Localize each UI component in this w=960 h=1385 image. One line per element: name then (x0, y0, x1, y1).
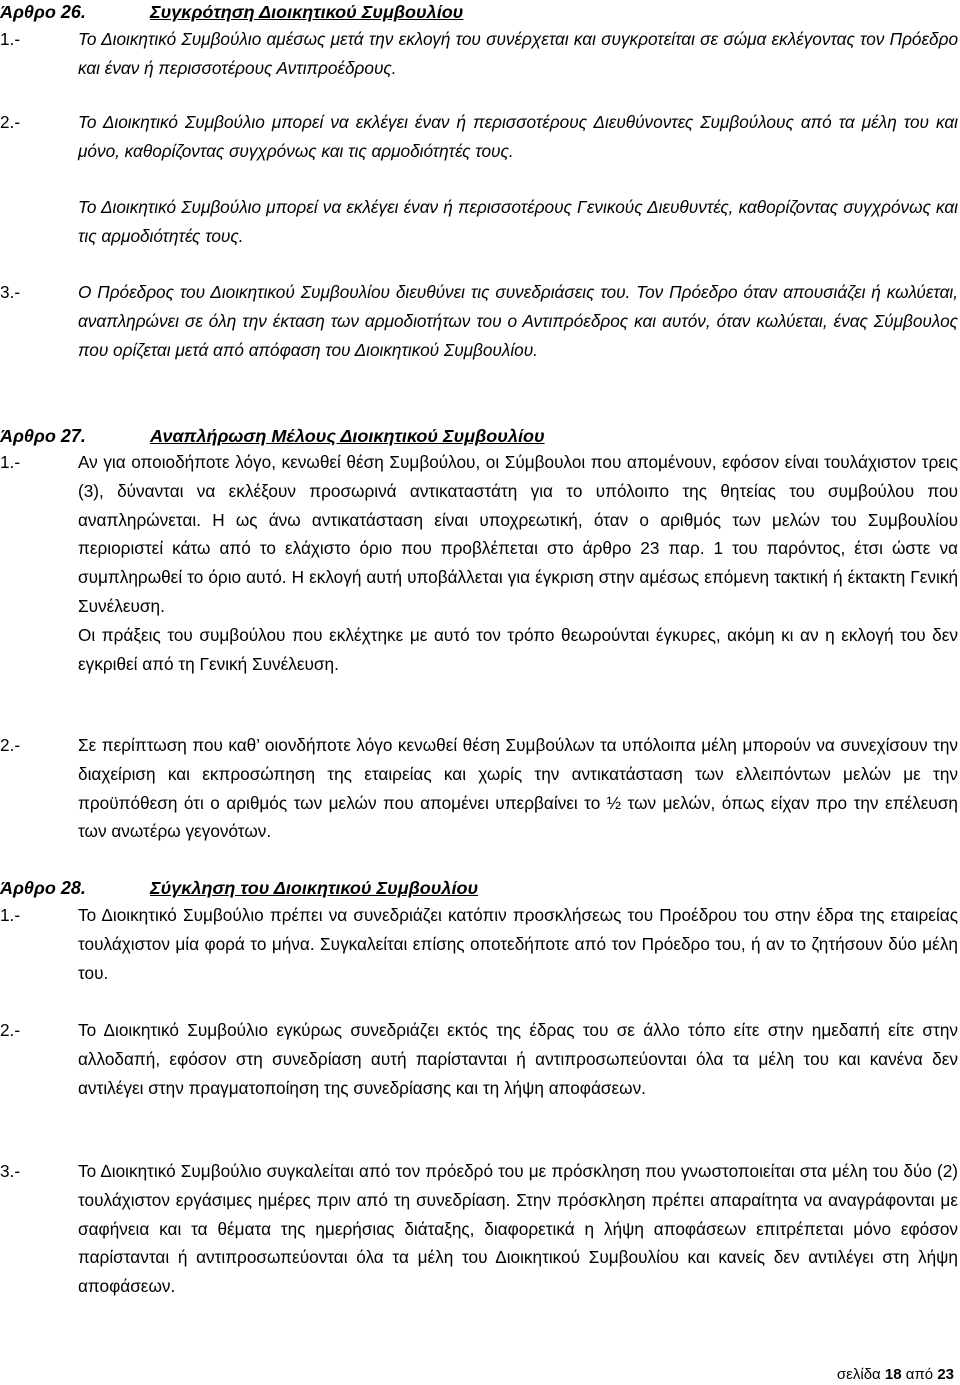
article-27-label: Άρθρο 27. (0, 426, 86, 446)
article-26-item-2 (0, 108, 958, 166)
article-28-item-1 (0, 901, 958, 987)
article-26-item-3 (0, 278, 958, 364)
article-27-title: Αναπλήρωση Μέλους Διοικητικού Συμβουλίου (150, 426, 545, 446)
item-text: Το Διοικητικό Συμβούλιο μπορεί να εκλέγει έναν ή περισσοτέρους Γενικούς Διευθυντές, καθορίζοντας συγχρόνως και τις αρμοδιότητές τους. (78, 197, 958, 246)
footer-middle: από (905, 1366, 934, 1383)
item-text: Το Διοικητικό Συμβούλιο αμέσως μετά την εκλογή του συνέρχεται και συγκροτείται σε σώμα εκλέγοντας τον Πρόεδρο και έναν ή περισσοτέρους Αντιπροέδρους. (78, 29, 958, 78)
item-number: 2.- (0, 1020, 21, 1040)
item-number: 2.- (0, 735, 21, 755)
item-text: Το Διοικητικό Συμβούλιο μπορεί να εκλέγει έναν ή περισσοτέρους Διευθύνοντες Συμβούλους από τα μέλη του και μόνο, καθορίζοντας συγχρόνως και τις αρμοδιότητές τους. (78, 112, 958, 161)
item-text: Το Διοικητικό Συμβούλιο εγκύρως συνεδριάζει εκτός της έδρας του σε άλλο τόπο είτε στην ημεδαπή είτε στην αλλοδαπή, εφόσον στη συνεδρίαση αυτή παρίστανται ή αντιπροσωπεύονται όλα τα μέλη του και κανένα δεν αντιλέγει στην πραγματοποίηση της συνεδρίασης και τη λήψη αποφάσεων. (78, 1020, 958, 1098)
item-number: 2.- (0, 112, 21, 132)
article-28-title: Σύγκληση του Διοικητικού Συμβουλίου (150, 878, 479, 898)
item-number: 3.- (0, 282, 21, 302)
article-27-item-1 (0, 448, 958, 678)
footer-page-number: 18 (884, 1366, 902, 1383)
footer-prefix: σελίδα (836, 1366, 881, 1383)
item-text: Το Διοικητικό Συμβούλιο πρέπει να συνεδριάζει κατόπιν προσκλήσεως του Προέδρου του στην έδρα της εταιρείας τουλάχιστον μία φορά το μήνα. Συγκαλείται επίσης οποτεδήποτε από τον Πρόεδρο του, ή αν το ζητήσουν δύο μέλη του. (78, 905, 958, 983)
item-paragraph: Οι πράξεις του συμβούλου που εκλέχτηκε με αυτό τον τρόπο θεωρούνται έγκυρες, ακόμη κι αν η εκλογή του δεν εγκριθεί από τη Γενική Συνέλευση. (78, 624, 958, 674)
article-27-item-2 (0, 731, 958, 846)
article-26-title: Συγκρότηση Διοικητικού Συμβουλίου (150, 2, 464, 22)
item-paragraph: Αν για οποιοδήποτε λόγο, κενωθεί θέση Συμβούλου, οι Σύμβουλοι που απομένουν, εφόσον είναι τουλάχιστον τρεις (3), δύνανται να εκλέξουν προσωρινά αντικαταστάτη για το υπόλοιπο της θητείας του συμβούλου που αναπληρώνεται. Η ως άνω αντικατάσταση είναι υποχρεωτική, όταν ο αριθμός των μελών του Συμβουλίου περιοριστεί κάτω από το ελάχιστο όριο που προβλέπεται στο άρθρο 23 παρ. 1 του παρόντος, έτσι ώστε να συμπληρωθεί το όριο αυτό. Η εκλογή αυτή υποβάλλεται για έγκριση στην αμέσως επόμενη τακτική ή έκτακτη Γενική Συνέλευση. (78, 452, 958, 616)
item-number: 3.- (0, 1161, 21, 1181)
item-text: Το Διοικητικό Συμβούλιο συγκαλείται από τον πρόεδρό του με πρόσκληση που γνωστοποιείται στα μέλη του δύο (2) τουλάχιστον εργάσιμες ημέρες πριν από τη συνεδρίαση. Στην πρόσκληση πρέπει απαραίτητα να αναγράφονται με σαφήνεια και τα θέματα της ημερήσιας διάταξης, διαφορετικά η λήψη αποφάσεων επιτρέπεται μόνο εφόσον παρίστανται ή αντιπροσωπεύονται όλα τα μέλη του Διοικητικού Συμβουλίου και κανείς δεν αντιλέγει στη λήψη αποφάσεων. (78, 1161, 958, 1297)
article-26-heading (0, 1, 463, 23)
article-26-item-2-continued (0, 193, 958, 251)
article-28-item-2 (0, 1016, 958, 1102)
item-number: 1.- (0, 29, 21, 49)
item-text (78, 448, 958, 678)
footer-total-pages: 23 (937, 1366, 954, 1383)
article-27-heading (0, 425, 545, 447)
item-text: Ο Πρόεδρος του Διοικητικού Συμβουλίου διευθύνει τις συνεδριάσεις του. Τον Πρόεδρο όταν απουσιάζει ή κωλύεται, αναπληρώνει σε όλη την έκταση των αρμοδιοτήτων του ο Αντιπρόεδρος και αυτόν, όταν κωλύεται, ένας Σύμβουλος που ορίζεται μετά από απόφαση του Διοικητικού Συμβουλίου. (78, 282, 958, 360)
article-28-heading (0, 877, 478, 899)
article-28-item-3 (0, 1157, 958, 1301)
article-26-item-1 (0, 25, 958, 83)
article-26-label: Άρθρο 26. (0, 2, 86, 22)
item-text: Σε περίπτωση που καθ’ οιονδήποτε λόγο κενωθεί θέση Συμβούλων τα υπόλοιπα μέλη μπορούν να συνεχίσουν την διαχείριση και εκπροσώπηση της εταιρείας και χωρίς την αντικατάσταση των ελλειπόντων μελών με την προϋπόθεση ότι ο αριθμός των μελών που απομένει υπερβαίνει το ½ των μελών, όπως είχαν προ την επέλευση των ανωτέρω γεγονότων. (78, 735, 958, 842)
item-number: 1.- (0, 452, 21, 472)
item-number: 1.- (0, 905, 21, 925)
article-28-label: Άρθρο 28. (0, 878, 86, 898)
page-number-footer (837, 1366, 954, 1384)
